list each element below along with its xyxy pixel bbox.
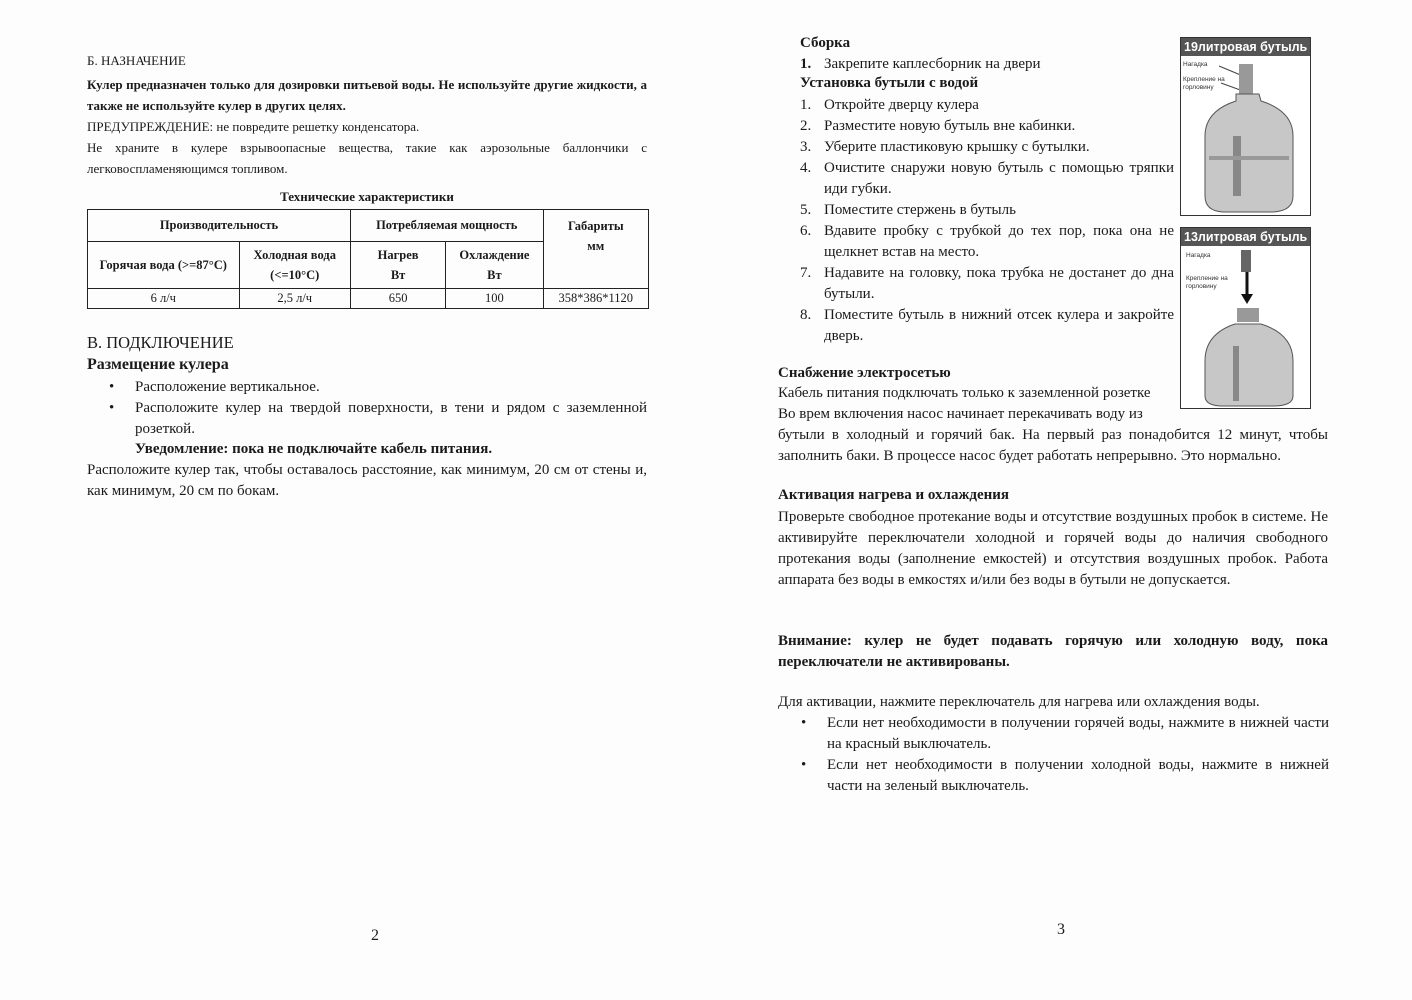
list-item: • Если нет необходимости в получении горячей воды, нажмите в нижней части на красный выключатель.	[827, 713, 1329, 755]
header-dimensions	[543, 210, 648, 289]
table-title: Технические характеристики	[280, 189, 454, 204]
assembly-step	[800, 54, 1041, 75]
list-item: • Расположите кулер на твердой поверхности, в тени и рядом с заземленной розеткой.	[135, 398, 647, 440]
step-text: Уберите пластиковую крышку с бутылки.	[824, 139, 1090, 155]
table-header-row	[88, 210, 649, 242]
step-number: 1.	[800, 56, 812, 72]
section-v-title: В. ПОДКЛЮЧЕНИЕ	[87, 333, 234, 352]
bottle-19l-image	[1181, 56, 1310, 215]
notice-text: Уведомление: пока не подключайте кабель питания.	[135, 441, 493, 457]
page-number: 3	[1057, 921, 1065, 938]
header-hot-water: Горячая вода (>=87°С)	[88, 242, 240, 289]
header-cold-temp: (<=10°С)	[270, 268, 320, 282]
step-number: 7.	[800, 265, 812, 281]
list-item	[800, 263, 1174, 305]
cell-heat: 650	[350, 289, 445, 309]
header-heating-label: Нагрев	[377, 248, 419, 262]
header-cooling-unit: Вт	[487, 268, 502, 282]
power-text: бутыли в холодный и горячий бак. На первый раз понадобится 12 минут, чтобы заполнить баки. В процессе насос будет работать непрерывно. Это нормально.	[778, 427, 1328, 464]
step-text: Вдавите пробку с трубкой до тех пор, пока она не щелкнет встав на место.	[824, 223, 1174, 260]
step-text: Очистите снаружи новую бутыль с помощью тряпки иди губки.	[824, 160, 1174, 197]
list-item: • Расположение вертикальное.	[135, 377, 647, 398]
header-productivity: Производительность	[88, 210, 351, 242]
bottle-13l-photo	[1180, 227, 1311, 409]
placement-title: Размещение кулера	[87, 356, 229, 373]
bottle-steps	[800, 95, 1174, 347]
activation-text: Проверьте свободное протекание воды и отсутствие воздушных пробок в системе. Не активируйте переключатели холодной и горячей воды до наличия свободного протекания воды (заполнение емкостей) и отсутствия воздушных пробок. Работа аппарата без воды в емкостях и/или без воды в бутыли не допускается.	[778, 509, 1328, 588]
step-number: 5.	[800, 202, 812, 218]
list-item: • Если нет необходимости в получении холодной воды, нажмите в нижней части на зеленый выключатель.	[827, 755, 1329, 797]
step-number: 6.	[800, 223, 812, 239]
page-right	[706, 0, 1412, 1000]
step-text: Поместите бутыль в нижний отсек кулера и закройте дверь.	[824, 307, 1174, 344]
page-number: 2	[371, 927, 379, 944]
storage-text: Не храните в кулере взрывоопасные вещества, такие как аэрозольные баллончики с легковоспламеняющимся топливом.	[87, 140, 647, 176]
power-line-2: Во врем включения насос начинает перекачивать воду из	[778, 406, 1143, 422]
step-text: Откройте дверцу кулера	[824, 97, 979, 113]
photo-caption: 13литровая бутыль	[1181, 228, 1310, 246]
header-heating	[350, 242, 445, 289]
header-dimensions-unit: мм	[587, 239, 605, 253]
step-number: 2.	[800, 118, 812, 134]
section-b-title: Б. НАЗНАЧЕНИЕ	[87, 53, 186, 68]
purpose-text: Кулер предназначен только для дозировки питьевой воды. Не используйте другие жидкости, а также не используйте кулер в других целях.	[87, 77, 647, 113]
bottle-13l-image	[1181, 246, 1310, 408]
table-row	[88, 289, 649, 309]
list-item	[800, 305, 1174, 347]
step-text: Поместите стержень в бутыль	[824, 202, 1016, 218]
list-item	[800, 200, 1174, 221]
step-number: 3.	[800, 139, 812, 155]
distance-text: Расположите кулер так, чтобы оставалось расстояние, как минимум, 20 см от стены и, как минимум, 20 см по бокам.	[87, 462, 647, 499]
bottle-19l-photo	[1180, 37, 1311, 216]
placement-list	[135, 377, 647, 440]
photo-label: Нагадка	[1183, 61, 1208, 68]
power-title: Снабжение электросетью	[778, 365, 951, 381]
attention-text: Внимание: кулер не будет подавать горячую или холодную воду, пока переключатели не активированы.	[778, 633, 1328, 670]
header-cold-water	[239, 242, 350, 289]
step-number: 8.	[800, 307, 812, 323]
list-item	[800, 116, 1174, 137]
photo-label: Крепление на горловину	[1186, 275, 1228, 290]
header-cold-label: Холодная вода	[253, 248, 336, 262]
header-power: Потребляемая мощность	[350, 210, 543, 242]
cell-cold: 2,5 л/ч	[239, 289, 350, 309]
bottle-title: Установка бутыли с водой	[800, 75, 979, 91]
activation-list	[827, 713, 1329, 797]
list-item	[800, 95, 1174, 116]
cell-dim: 358*386*1120	[543, 289, 648, 309]
power-line-1: Кабель питания подключать только к заземленной розетке	[778, 385, 1151, 401]
step-number: 1.	[800, 97, 812, 113]
photo-label: Крепление на горловину	[1183, 76, 1225, 91]
warning-text: ПРЕДУПРЕЖДЕНИЕ: не повредите решетку конденсатора.	[87, 119, 420, 134]
step-text: Разместите новую бутыль вне кабинки.	[824, 118, 1076, 134]
activation-title: Активация нагрева и охлаждения	[778, 487, 1009, 503]
activate-intro: Для активации, нажмите переключатель для нагрева или охлаждения воды.	[778, 694, 1260, 710]
header-dimensions-label: Габариты	[567, 219, 624, 233]
list-item	[800, 221, 1174, 263]
header-heating-unit: Вт	[390, 268, 406, 282]
photo-label: Нагадка	[1186, 252, 1211, 259]
photo-caption: 19литровая бутыль	[1181, 38, 1310, 56]
cell-hot: 6 л/ч	[88, 289, 240, 309]
header-cooling-label: Охлаждение	[459, 248, 530, 262]
list-item	[800, 158, 1174, 200]
step-number: 4.	[800, 160, 812, 176]
cell-cool: 100	[446, 289, 543, 309]
header-cooling	[446, 242, 543, 289]
assembly-title: Сборка	[800, 35, 851, 51]
spec-table	[87, 209, 649, 309]
list-item	[800, 137, 1174, 158]
step-text: Закрепите каплесборник на двери	[824, 56, 1041, 72]
step-text: Надавите на головку, пока трубка не достанет до дна бутыли.	[824, 265, 1174, 302]
